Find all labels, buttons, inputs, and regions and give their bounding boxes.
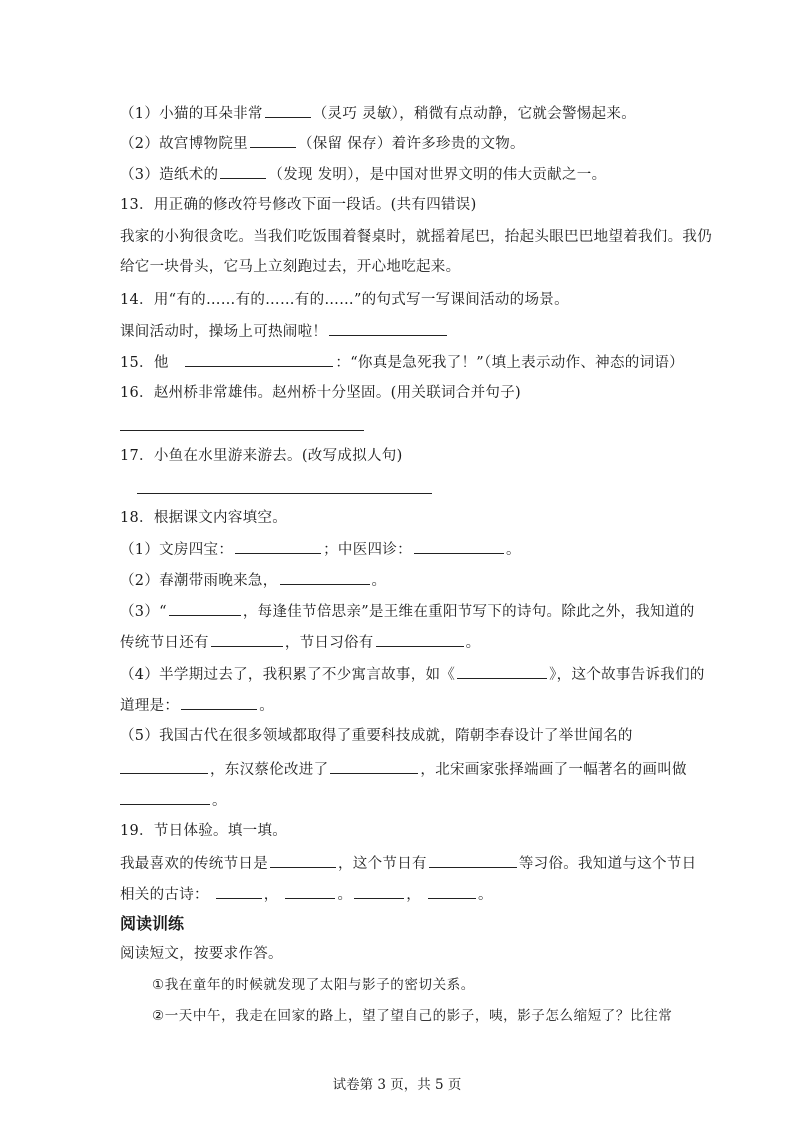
answer-blank[interactable] (265, 103, 311, 118)
answer-blank[interactable] (220, 164, 266, 179)
answer-blank[interactable] (181, 695, 257, 710)
q16-answer-line[interactable] (120, 430, 364, 431)
answer-blank[interactable] (235, 539, 321, 554)
section-heading: 阅读训练 (120, 914, 185, 933)
answer-blank[interactable] (280, 570, 370, 585)
q16-title: 16．赵州桥非常雄伟。赵州桥十分坚固。(用关联词合并句子) (120, 385, 521, 401)
q13-passage-line-2: 给它一块骨头，它马上立刻跑过去，开心地吃起来。 (120, 259, 461, 275)
q19-title: 19．节日体验。填一填。 (120, 823, 288, 839)
answer-blank[interactable] (270, 853, 336, 868)
answer-blank[interactable] (376, 632, 464, 647)
q12-item-1: （1）小猫的耳朵非常 （灵巧 灵敏），稍微有点动静，它就会警惕起来。 (120, 103, 636, 124)
q14-title: 14．用“有的……有的……有的……”的句式写一写课间活动的场景。 (120, 292, 569, 308)
reading-instruction: 阅读短文，按要求作答。 (120, 946, 283, 962)
q19-line-2: 相关的古诗： ， 。 ， 。 (120, 884, 493, 905)
answer-blank[interactable] (354, 884, 404, 899)
answer-blank[interactable] (285, 884, 335, 899)
reading-paragraph-1: ①我在童年的时候就发现了太阳与影子的密切关系。 (152, 977, 475, 993)
answer-blank[interactable] (428, 884, 476, 899)
q13-passage-line-1: 我家的小狗很贪吃。当我们吃饭围着餐桌时，就摇着尾巴，抬起头眼巴巴地望着我们。我仍 (120, 229, 712, 245)
answer-blank[interactable] (120, 790, 210, 805)
q18-item-4-line-1: （4）半学期过去了，我积累了不少寓言故事，如《 》，这个故事告诉我们的 (120, 664, 705, 685)
answer-blank[interactable] (216, 884, 262, 899)
q12-item-3: （3）造纸术的 （发现 发明），是中国对世界文明的伟大贡献之一。 (120, 164, 606, 185)
q19-line-1: 我最喜欢的传统节日是 ，这个节日有 等习俗。我知道与这个节日 (120, 853, 696, 874)
answer-blank[interactable] (185, 352, 333, 367)
answer-blank[interactable] (329, 321, 447, 336)
q17-title: 17．小鱼在水里游来游去。(改写成拟人句) (120, 448, 403, 464)
q18-item-1: （1）文房四宝： ；中医四诊： 。 (120, 539, 521, 560)
q18-item-2: （2）春潮带雨晚来急， 。 (120, 570, 386, 591)
q14-prompt: 课间活动时，操场上可热闹啦！ (120, 321, 449, 342)
q18-item-5-line-3: 。 (120, 790, 227, 811)
q12-item-2: （2）故宫博物院里 （保留 保存）着许多珍贵的文物。 (120, 133, 525, 154)
q15: 15．他 ：“你真是急死我了！”（填上表示动作、神态的词语） (120, 352, 684, 373)
q18-item-5-line-2: ，东汉蔡伦改进了 ，北宋画家张择端画了一幅著名的画叫做 (120, 759, 687, 780)
q18-item-3-line-1: （3）“ ，每逢佳节倍思亲”是王维在重阳节写下的诗句。除此之外，我知道的 (120, 601, 695, 622)
q13-title: 13．用正确的修改符号修改下面一段话。(共有四错误) (120, 197, 477, 213)
page-footer: 试卷第 3 页，共 5 页 (332, 1077, 462, 1093)
q18-title: 18．根据课文内容填空。 (120, 510, 288, 526)
answer-blank[interactable] (120, 759, 208, 774)
answer-blank[interactable] (169, 601, 241, 616)
reading-paragraph-2: ②一天中午，我走在回家的路上，望了望自己的影子，咦，影子怎么缩短了？比往常 (152, 1008, 673, 1024)
answer-blank[interactable] (457, 664, 547, 679)
answer-blank[interactable] (330, 759, 418, 774)
q18-item-4-line-2: 道理是： 。 (120, 695, 274, 716)
q18-item-3-line-2: 传统节日还有 ，节日习俗有 。 (120, 632, 480, 653)
answer-blank[interactable] (429, 853, 517, 868)
answer-blank[interactable] (414, 539, 504, 554)
answer-blank[interactable] (250, 133, 296, 148)
q18-item-5-line-1: （5）我国古代在很多领域都取得了重要科技成就，隋朝李春设计了举世闻名的 (120, 728, 633, 744)
answer-blank[interactable] (211, 632, 283, 647)
q17-answer-line[interactable] (137, 493, 432, 494)
